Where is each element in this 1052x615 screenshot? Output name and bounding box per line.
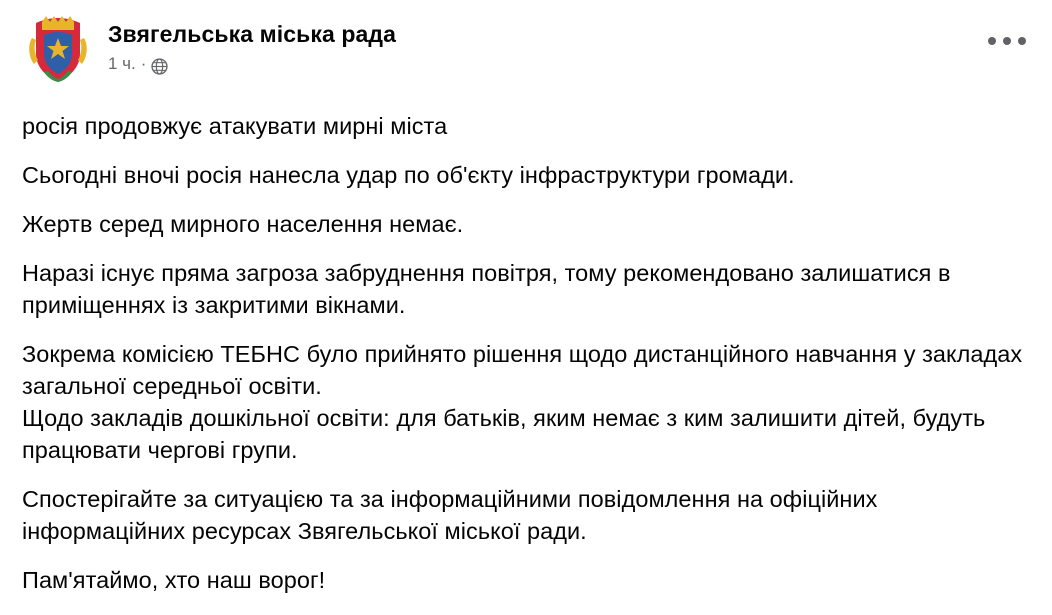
globe-icon[interactable] bbox=[151, 58, 168, 75]
more-dot-2 bbox=[1003, 37, 1011, 45]
post-header bbox=[22, 14, 1030, 92]
post-paragraph: Зокрема комісією ТЕБНС було прийнято рішення щодо дистанційного навчання у закладах загальної середньої освіти. bbox=[22, 341, 1029, 399]
post-paragraph: Жертв серед мирного населення немає. bbox=[22, 211, 464, 237]
post-paragraph: Сьогодні вночі росія нанесла удар по об'єкту інфраструктури громади. bbox=[22, 162, 795, 188]
page-name[interactable]: Звягельська міська рада bbox=[108, 21, 396, 47]
post-timestamp[interactable]: 1 ч. bbox=[108, 54, 136, 73]
post-paragraph: Наразі існує пряма загроза забруднення повітря, тому рекомендовано залишатися в приміщеннях із закритими вікнами. bbox=[22, 260, 958, 318]
more-options-icon[interactable] bbox=[988, 30, 1026, 52]
more-dot-3 bbox=[1018, 37, 1026, 45]
more-dot-1 bbox=[988, 37, 996, 45]
coat-of-arms-avatar[interactable] bbox=[22, 14, 94, 86]
post-paragraph: Щодо закладів дошкільної освіти: для батьків, яким немає з ким залишити дітей, будуть працювати чергові групи. bbox=[22, 405, 992, 463]
post-meta bbox=[108, 54, 396, 74]
post-header-text bbox=[108, 14, 396, 74]
meta-separator: · bbox=[140, 54, 147, 73]
post-paragraph: Спостерігайте за ситуацією та за інформаційними повідомлення на офіційних інформаційних ресурсах Звягельської міської ради. bbox=[22, 486, 885, 544]
post-paragraph: Пам'ятаймо, хто наш ворог! bbox=[22, 567, 326, 593]
post-body bbox=[22, 110, 1030, 596]
post-paragraph: росія продовжує атакувати мирні міста bbox=[22, 113, 448, 139]
